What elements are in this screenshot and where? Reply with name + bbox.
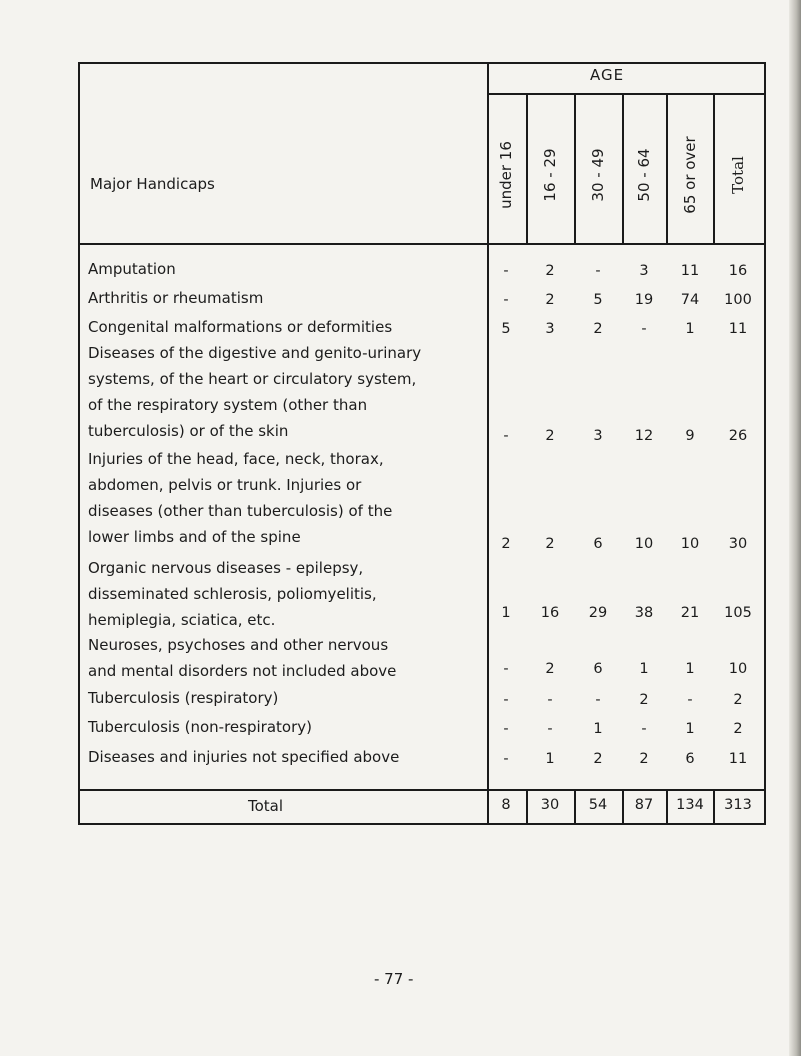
table-cell: 2 (545, 263, 555, 279)
grid-line (764, 62, 766, 825)
table-cell: - (503, 428, 509, 444)
grid-line (526, 789, 528, 823)
grid-line (526, 93, 528, 243)
grid-line (574, 789, 576, 823)
table-cell: 2 (545, 536, 555, 552)
table-cell: 11 (728, 751, 748, 767)
table-cell: 3 (593, 428, 603, 444)
table-cell: 10 (634, 536, 654, 552)
table-cell: - (547, 692, 553, 708)
grid-line (487, 93, 764, 95)
row-label: Diseases and injuries not specified above (88, 748, 400, 766)
column-header: 16 - 29 (541, 148, 559, 202)
table-cell: - (641, 321, 647, 337)
grid-line (78, 789, 764, 791)
page-number: - 77 - (374, 970, 414, 988)
grid-line (78, 62, 764, 64)
total-cell: 54 (588, 797, 608, 813)
table-cell: 11 (680, 263, 700, 279)
table-cell: 2 (545, 428, 555, 444)
grid-line (666, 93, 668, 243)
table-cell: - (503, 692, 509, 708)
table-cell: - (503, 721, 509, 737)
table-cell: 2 (639, 751, 649, 767)
column-header: 50 - 64 (635, 148, 653, 202)
grid-line (713, 789, 715, 823)
column-header: under 16 (497, 141, 515, 209)
table-cell: 2 (545, 661, 555, 677)
table-cell: 6 (593, 661, 603, 677)
row-label: Neuroses, psychoses and other nervous and mental disorders not included above (88, 636, 397, 680)
grid-line (666, 789, 668, 823)
grid-line (622, 93, 624, 243)
table-cell: 1 (501, 605, 511, 621)
table-cell: 2 (733, 721, 743, 737)
row-label: Amputation (88, 260, 176, 278)
table-cell: 2 (545, 292, 555, 308)
table-cell: - (687, 692, 693, 708)
table-cell: - (503, 292, 509, 308)
table-cell: 2 (593, 321, 603, 337)
row-label: Tuberculosis (non-respiratory) (88, 718, 312, 736)
table-cell: 29 (588, 605, 608, 621)
table-cell: 9 (685, 428, 695, 444)
table-cell: 1 (545, 751, 555, 767)
column-header: 30 - 49 (589, 148, 607, 202)
total-cell: 8 (501, 797, 511, 813)
table-cell: - (641, 721, 647, 737)
table-cell: 105 (724, 605, 752, 621)
table-cell: 1 (685, 321, 695, 337)
table-cell: 2 (593, 751, 603, 767)
table-cell: 1 (593, 721, 603, 737)
table-cell: 16 (728, 263, 748, 279)
row-label: Arthritis or rheumatism (88, 289, 264, 307)
table-cell: 3 (545, 321, 555, 337)
grid-line (622, 789, 624, 823)
table-cell: 3 (639, 263, 649, 279)
table-cell: 1 (685, 721, 695, 737)
table-cell: 21 (680, 605, 700, 621)
grid-line (487, 62, 489, 825)
major-handicaps-header: Major Handicaps (90, 175, 215, 193)
page-edge-shadow (789, 0, 801, 1056)
grid-line (78, 823, 764, 825)
table-cell: - (595, 263, 601, 279)
table-cell: 12 (634, 428, 654, 444)
column-header: 65 or over (681, 136, 699, 214)
table-cell: 5 (501, 321, 511, 337)
total-cell: 313 (724, 797, 752, 813)
table-cell: 38 (634, 605, 654, 621)
age-group-header: AGE (590, 66, 625, 84)
table-cell: - (503, 751, 509, 767)
table-cell: - (547, 721, 553, 737)
table-cell: 100 (724, 292, 752, 308)
table-cell: 2 (733, 692, 743, 708)
row-label: Congenital malformations or deformities (88, 318, 393, 336)
grid-line (78, 62, 80, 825)
table-cell: 2 (501, 536, 511, 552)
grid-line (713, 93, 715, 243)
column-header: Total (729, 156, 747, 194)
table-cell: 2 (639, 692, 649, 708)
table-cell: 5 (593, 292, 603, 308)
table-cell: 10 (680, 536, 700, 552)
table-cell: 6 (593, 536, 603, 552)
total-cell: 134 (676, 797, 704, 813)
table-cell: 10 (728, 661, 748, 677)
table-cell: 74 (680, 292, 700, 308)
table-cell: 11 (728, 321, 748, 337)
table-cell: 19 (634, 292, 654, 308)
table-cell: - (503, 263, 509, 279)
table-cell: 1 (639, 661, 649, 677)
row-label: Organic nervous diseases - epilepsy, disseminated schlerosis, poliomyelitis, hemiplegia, sciatica, etc. (88, 559, 377, 629)
total-row-label: Total (248, 797, 284, 815)
total-cell: 30 (540, 797, 560, 813)
table-cell: 6 (685, 751, 695, 767)
total-cell: 87 (634, 797, 654, 813)
table-cell: - (503, 661, 509, 677)
grid-line (78, 243, 764, 245)
row-label: Tuberculosis (respiratory) (88, 689, 279, 707)
row-label: Diseases of the digestive and genito-urinary systems, of the heart or circulatory system, of the respiratory system (other than tuberculosis) or of the skin (88, 344, 422, 440)
row-label: Injuries of the head, face, neck, thorax, abdomen, pelvis or trunk. Injuries or diseases (other than tuberculosis) of the lower limbs and of the spine (88, 450, 393, 546)
table-cell: 26 (728, 428, 748, 444)
table-cell: 30 (728, 536, 748, 552)
table-cell: - (595, 692, 601, 708)
grid-line (574, 93, 576, 243)
table-cell: 16 (540, 605, 560, 621)
table-cell: 1 (685, 661, 695, 677)
